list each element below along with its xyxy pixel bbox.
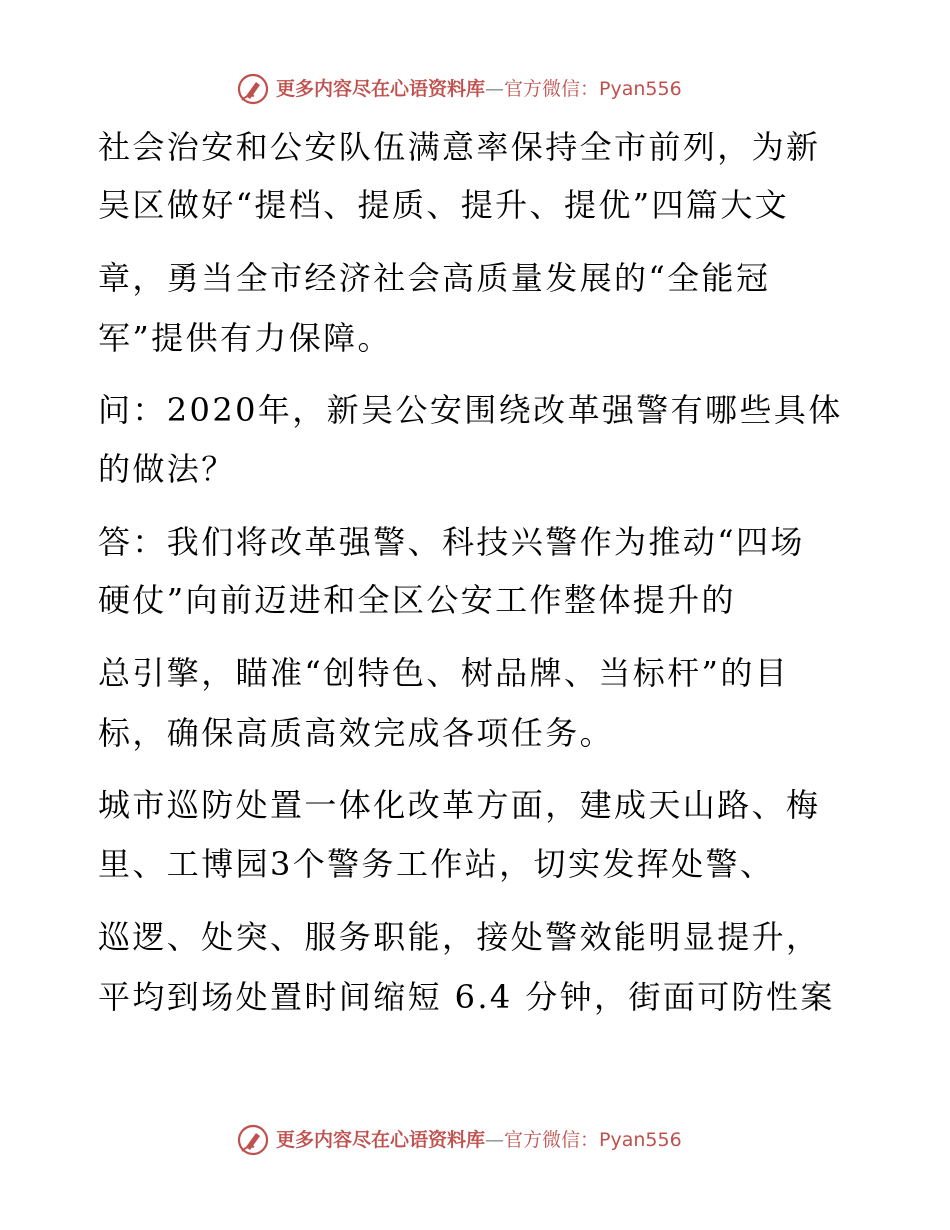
- banner-wechat-text: 官方微信：Pyan556: [504, 1129, 682, 1151]
- banner-main-text: 更多内容尽在心语资料库: [276, 78, 486, 100]
- body-line: 章，勇当全市经济社会高质量发展的“全能冠: [98, 259, 771, 297]
- body-line: 城市巡防处置一体化改革方面，建成天山路、梅: [98, 786, 821, 824]
- banner-main-text: 更多内容尽在心语资料库: [276, 1129, 486, 1151]
- banner-dash: —: [485, 1129, 505, 1151]
- banner-dash: —: [485, 78, 505, 100]
- pen-nib-logo-icon: [236, 1123, 270, 1157]
- body-line: 吴区做好“提档、提质、提升、提优”四篇大文: [98, 186, 790, 224]
- body-line: 巡逻、处突、服务职能，接处警效能明显提升，: [98, 918, 821, 956]
- body-line: 社会治安和公安队伍满意率保持全市前列，为新: [98, 128, 821, 166]
- pen-nib-logo-icon: [236, 72, 270, 106]
- body-line: 的做法？: [98, 450, 236, 488]
- body-line: 答：我们将改革强警、科技兴警作为推动“四场: [98, 523, 805, 561]
- body-line: 军”提供有力保障。: [98, 319, 392, 357]
- body-line: 问：2020年，新吴公安围绕改革强警有哪些具体: [98, 391, 843, 429]
- header-watermark-banner: [236, 72, 682, 106]
- body-line: 总引擎，瞄准“创特色、树品牌、当标杆”的目: [98, 654, 790, 692]
- body-line: 里、工博园3个警务工作站，切实发挥处警、: [98, 845, 775, 883]
- body-line: 标，确保高质高效完成各项任务。: [98, 714, 615, 752]
- body-line: 平均到场处置时间缩短 6.4 分钟，街面可防性案: [98, 978, 835, 1016]
- banner-wechat-text: 官方微信：Pyan556: [504, 78, 682, 100]
- footer-watermark-banner: [236, 1123, 682, 1157]
- body-line: 硬仗”向前迈进和全区公安工作整体提升的: [98, 581, 736, 619]
